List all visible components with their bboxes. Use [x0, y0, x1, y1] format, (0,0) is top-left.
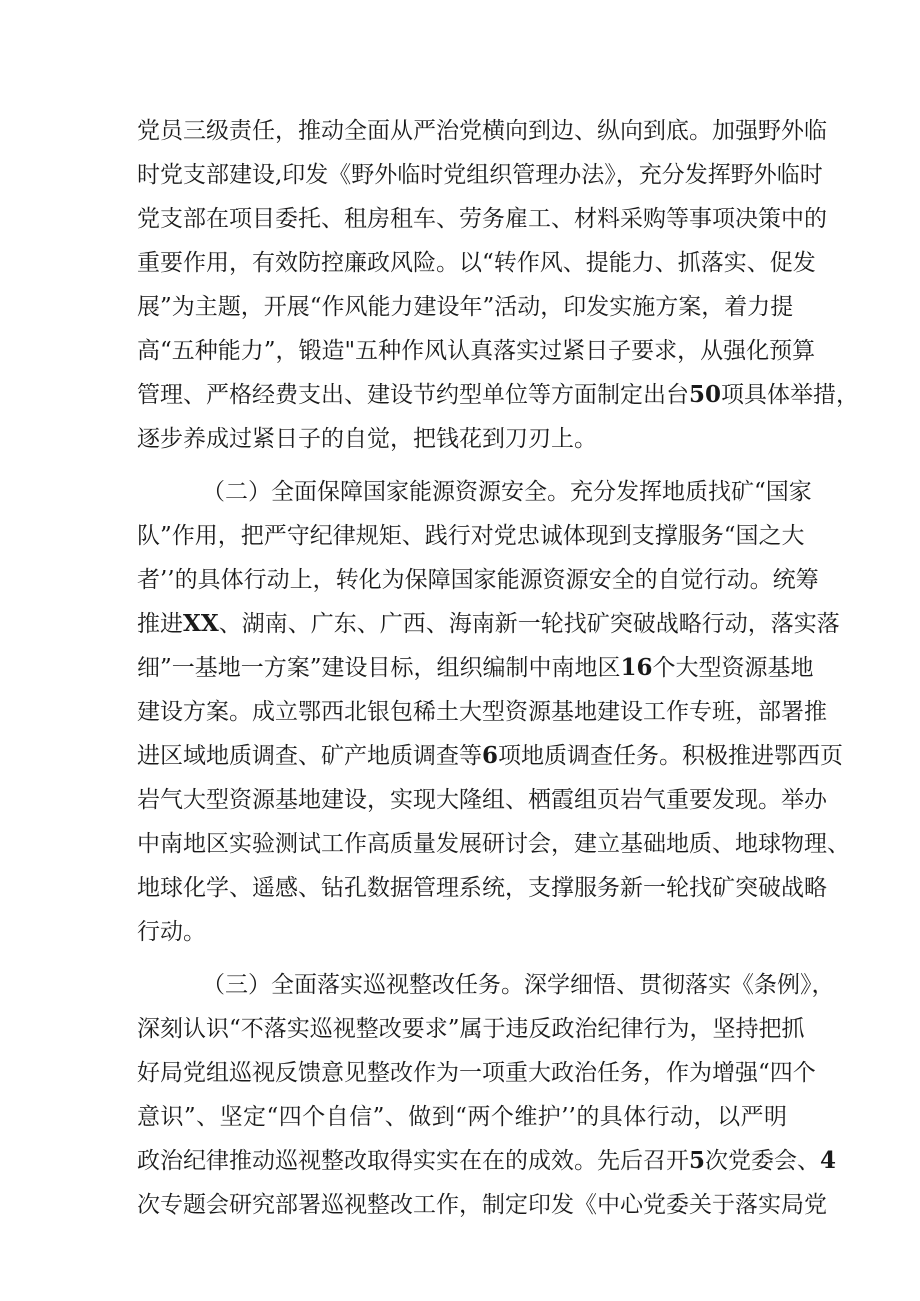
text-line: 时党支部建设,印发《野外临时党组织管理办法》，充分发挥野外临时	[137, 162, 823, 188]
text-line: 逐步养成过紧日子的自觉，把钱花到刀刃上。	[137, 426, 597, 452]
text-line: 队”作用，把严守纪律规矩、践行对党忠诚体现到支撑服务“国之大	[137, 523, 805, 549]
text-line: 展”为主题，开展“作风能力建设年”活动，印发实施方案，着力提	[137, 294, 794, 320]
text-line: 推进XX、湖南、广东、广西、海南新一轮找矿突破战略行动，落实落	[137, 610, 840, 637]
text-line: 行动。	[137, 919, 206, 945]
text-line: 政治纪律推动巡视整改取得实实在在的成效。先后召开5次党委会、4	[137, 1147, 837, 1174]
text-line: 管理、严格经费支出、建设节约型单位等方面制定出台50项具体举措，	[137, 381, 860, 408]
text-line: （三）全面落实巡视整改任务。深学细悟、贯彻落实《条例》，	[202, 972, 835, 998]
text-line: 高“五种能力”，锻造"五种作风认真落实过紧日子要求，从强化预算	[137, 338, 816, 364]
text-line: 重要作用，有效防控廉政风险。以“转作风、提能力、抓落实、促发	[137, 250, 816, 276]
text-line: 地球化学、遥感、钻孔数据管理系统，支撑服务新一轮找矿突破战略	[137, 875, 827, 901]
text-line: 岩气大型资源基地建设，实现大隆组、栖霞组页岩气重要发现。举办	[137, 787, 827, 813]
text-line: 意识”、坚定“四个自信”、做到“两个维护’’的具体行动，以严明	[137, 1104, 787, 1130]
text-line: 建设方案。成立鄂西北银包稀土大型资源基地建设工作专班，部署推	[137, 699, 827, 725]
text-line: 党支部在项目委托、租房租车、劳务雇工、材料采购等事项决策中的	[137, 206, 827, 232]
text-line: （二）全面保障国家能源资源安全。充分发挥地质找矿“国家	[202, 479, 812, 505]
text-line: 党员三级责任，推动全面从严治党横向到边、纵向到底。加强野外临	[137, 118, 827, 144]
text-line: 中南地区实验测试工作高质量发展研讨会，建立基础地质、地球物理、	[137, 831, 850, 857]
text-line: 细”一基地一方案”建设目标，组织编制中南地区16个大型资源基地	[137, 654, 814, 681]
text-line: 次专题会研究部署巡视整改工作，制定印发《中心党委关于落实局党	[137, 1192, 827, 1218]
text-line: 深刻认识“不落实巡视整改要求”属于违反政治纪律行为，坚持把抓	[137, 1016, 805, 1042]
text-line: 好局党组巡视反馈意见整改作为一项重大政治任务，作为增强“四个	[137, 1060, 816, 1086]
text-line: 进区域地质调查、矿产地质调查等6项地质调查任务。积极推进鄂西页	[137, 742, 844, 769]
text-line: 者’’的具体行动上，转化为保障国家能源资源安全的自觉行动。统筹	[137, 567, 819, 593]
